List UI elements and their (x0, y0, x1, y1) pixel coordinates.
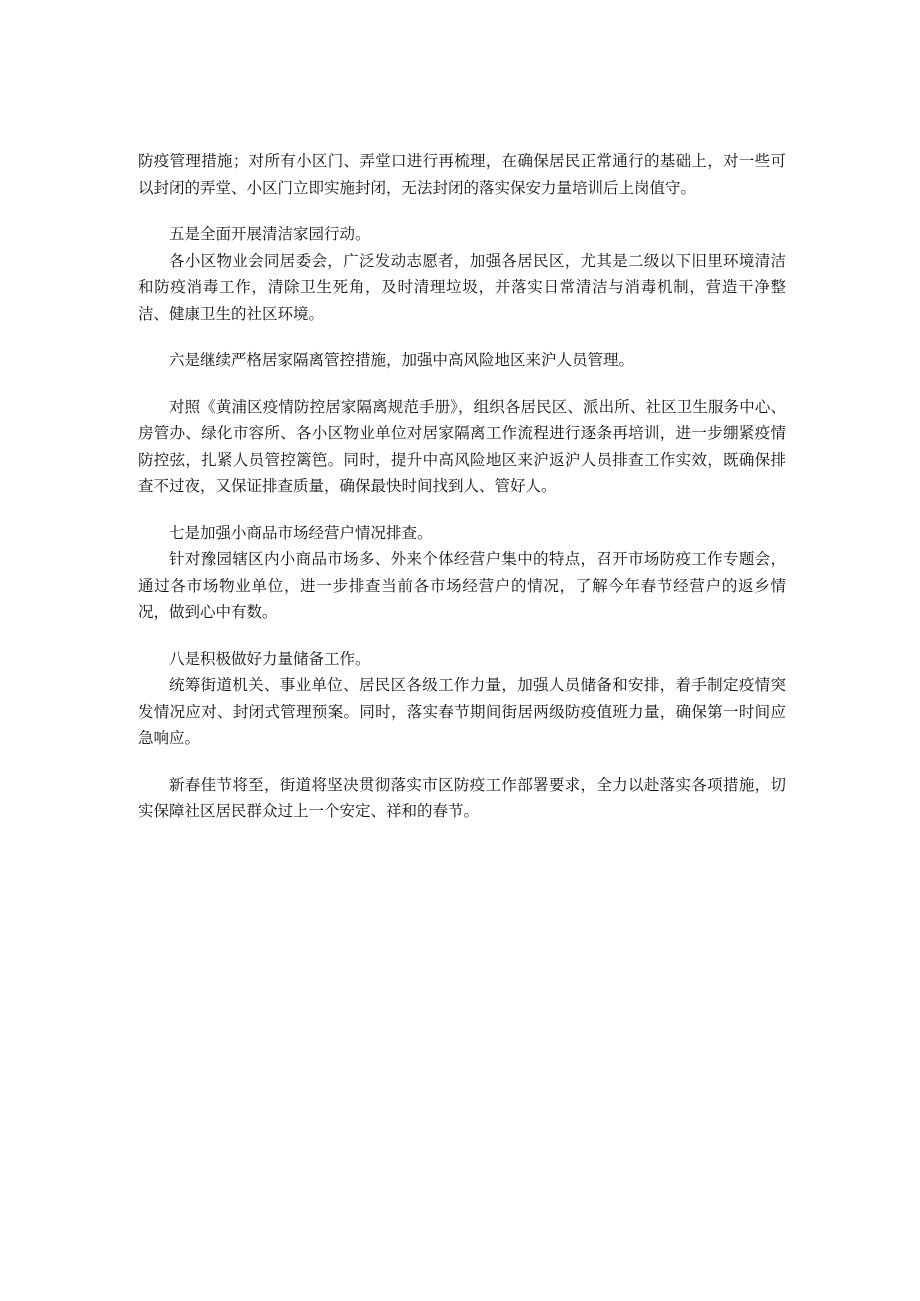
paragraph-section-7: 针对豫园辖区内小商品市场多、外来个体经营户集中的特点，召开市场防疫工作专题会，通过各市场物业单位，进一步排查当前各市场经营户的情况，了解今年春节经营户的返乡情况，做到心中有数。 (138, 550, 786, 621)
paragraph-continuation: 防疫管理措施；对所有小区门、弄堂口进行再梳理，在确保居民正常通行的基础上，对一些可以封闭的弄堂、小区门立即实施封闭，无法封闭的落实保安力量培训后上岗值守。 (138, 152, 786, 197)
section-heading-6: 六是继续严格居家隔离管控措施，加强中高风险地区来沪人员管理。 (169, 351, 635, 369)
paragraph-section-8: 统筹街道机关、事业单位、居民区各级工作力量，加强人员储备和安排，着手制定疫情突发情况应对、封闭式管理预案。同时，落实春节期间街居两级防疫值班力量，确保第一时间应急响应。 (138, 676, 786, 747)
document-body (138, 148, 786, 825)
section-heading-5: 五是全面开展清洁家园行动。 (169, 225, 371, 243)
paragraph-section-5: 各小区物业会同居委会，广泛发动志愿者，加强各居民区，尤其是二级以下旧里环境清洁和防疫消毒工作，清除卫生死角，及时清理垃圾，并落实日常清洁与消毒机制，营造干净整洁、健康卫生的社区环境。 (138, 251, 786, 323)
paragraph-section-6: 对照《黄浦区疫情防控居家隔离规范手册》，组织各居民区、派出所、社区卫生服务中心、房管办、绿化市容所、各小区物业单位对居家隔离工作流程进行逐条再培训，进一步绷紧疫情防控弦，扎紧人员管控篱笆。同时，提升中高风险地区来沪返沪人员排查工作实效，既确保排查不过夜，又保证排查质量，确保最快时间找到人、管好人。 (138, 397, 786, 495)
section-heading-8: 八是积极做好力量储备工作。 (169, 649, 371, 668)
paragraph-conclusion: 新春佳节将至，街道将坚决贯彻落实市区防疫工作部署要求，全力以赴落实各项措施，切实保障社区居民群众过上一个安定、祥和的春节。 (138, 775, 786, 820)
section-heading-7: 七是加强小商品市场经营户情况排查。 (169, 523, 433, 542)
